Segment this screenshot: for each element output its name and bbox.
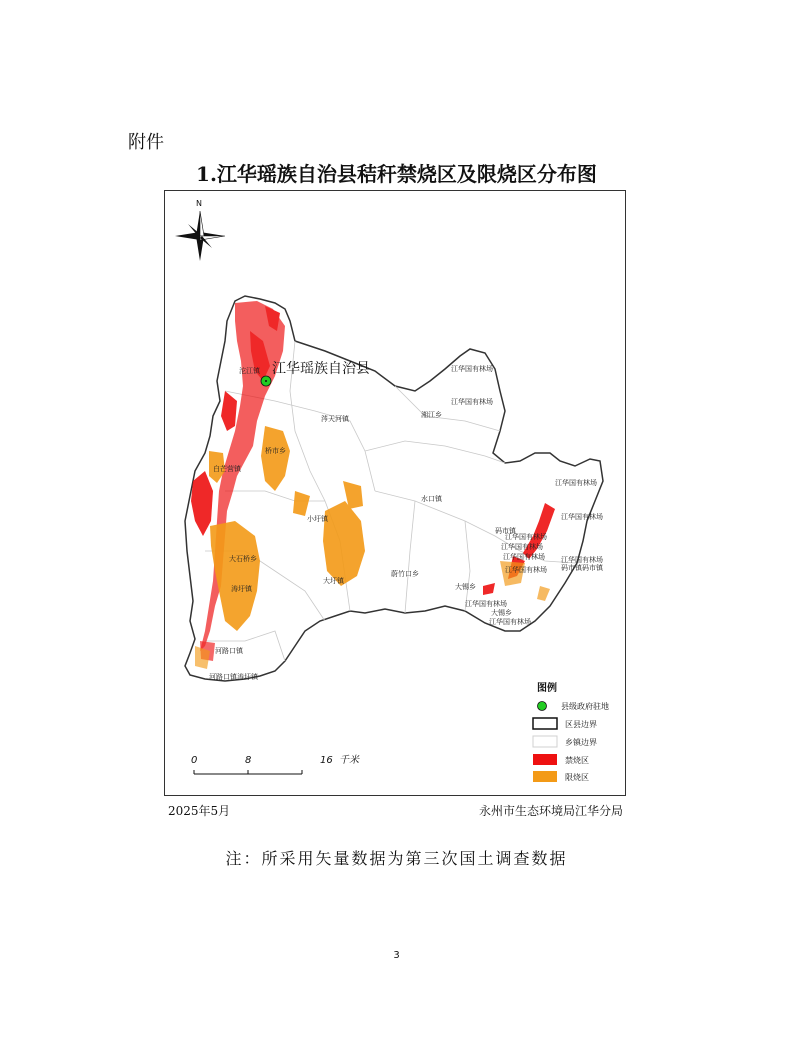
place-label: 蔚竹口乡 xyxy=(391,570,419,578)
county-seat-label: 江华瑶族自治县 xyxy=(272,361,370,377)
legend-item-label: 限烧区 xyxy=(565,773,589,782)
north-arrow-icon xyxy=(175,211,225,261)
place-label: 大锡乡 xyxy=(491,609,512,617)
scale-tick-label: 16 xyxy=(320,755,333,766)
page-title: 1.江华瑶族自治县秸秆禁烧区及限烧区分布图 xyxy=(196,162,597,186)
page-number: 3 xyxy=(393,950,400,961)
place-label: 湘江乡 xyxy=(421,411,442,419)
place-label: 江华国有林场 xyxy=(505,533,547,541)
place-label: 江华国有林场 xyxy=(503,553,545,561)
place-label: 江华国有林场 xyxy=(451,398,493,406)
place-label: 江华国有林场 xyxy=(561,556,603,564)
place-label: 大锡乡 xyxy=(455,583,476,591)
scale-tick-label: 8 xyxy=(245,755,252,766)
place-label: 江华国有林场 xyxy=(505,566,547,574)
map-canvas xyxy=(165,191,625,795)
map-frame xyxy=(164,190,626,796)
restricted-zone-swatch xyxy=(533,771,557,782)
place-label: 江华国有林场 xyxy=(555,479,597,487)
place-label: 水口镇 xyxy=(421,495,442,503)
legend-item-label: 禁烧区 xyxy=(565,756,589,765)
place-label: 河路口镇 xyxy=(215,647,243,655)
county-seat-legend-icon xyxy=(538,702,547,711)
place-label: 江华国有林场 xyxy=(465,600,507,608)
place-label: 码市镇码市镇 xyxy=(561,564,603,572)
place-label: 涛圩镇 xyxy=(231,585,252,593)
attachment-label: 附件 xyxy=(128,132,164,153)
place-label: 白芒营镇 xyxy=(213,465,241,473)
town-border-swatch xyxy=(533,736,557,747)
scale-tick-label: 0 xyxy=(191,755,198,766)
legend-item-label: 乡镇边界 xyxy=(565,738,597,747)
place-label: 桥市乡 xyxy=(265,447,286,455)
banned-zone-swatch xyxy=(533,754,557,765)
scale-unit-label: 千米 xyxy=(339,755,359,766)
place-label: 码市镇 xyxy=(495,527,516,535)
scale-bar xyxy=(191,754,360,774)
place-label: 河路口镇涛圩镇 xyxy=(209,673,258,681)
place-label: 江华国有林场 xyxy=(501,543,543,551)
legend xyxy=(533,681,609,782)
data-source-note: 注：所采用矢量数据为第三次国土调查数据 xyxy=(225,849,568,868)
legend-item-label: 县级政府驻地 xyxy=(561,702,609,711)
north-label: N xyxy=(196,199,202,208)
county-border-swatch xyxy=(533,718,557,729)
place-label: 江华国有林场 xyxy=(451,365,493,373)
place-label: 小圩镇 xyxy=(307,515,328,523)
place-label: 大石桥乡 xyxy=(229,555,257,563)
legend-item-label: 区县边界 xyxy=(565,720,597,729)
place-label: 江华国有林场 xyxy=(561,513,603,521)
place-label: 大圩镇 xyxy=(323,577,344,585)
place-label: 江华国有林场 xyxy=(489,618,531,626)
legend-title: 图例 xyxy=(537,683,557,694)
map-date: 2025年5月 xyxy=(168,804,231,818)
map-agency: 永州市生态环境局江华分局 xyxy=(478,804,623,818)
place-label: 涔天河镇 xyxy=(321,415,349,423)
place-label: 沱江镇 xyxy=(239,367,260,375)
